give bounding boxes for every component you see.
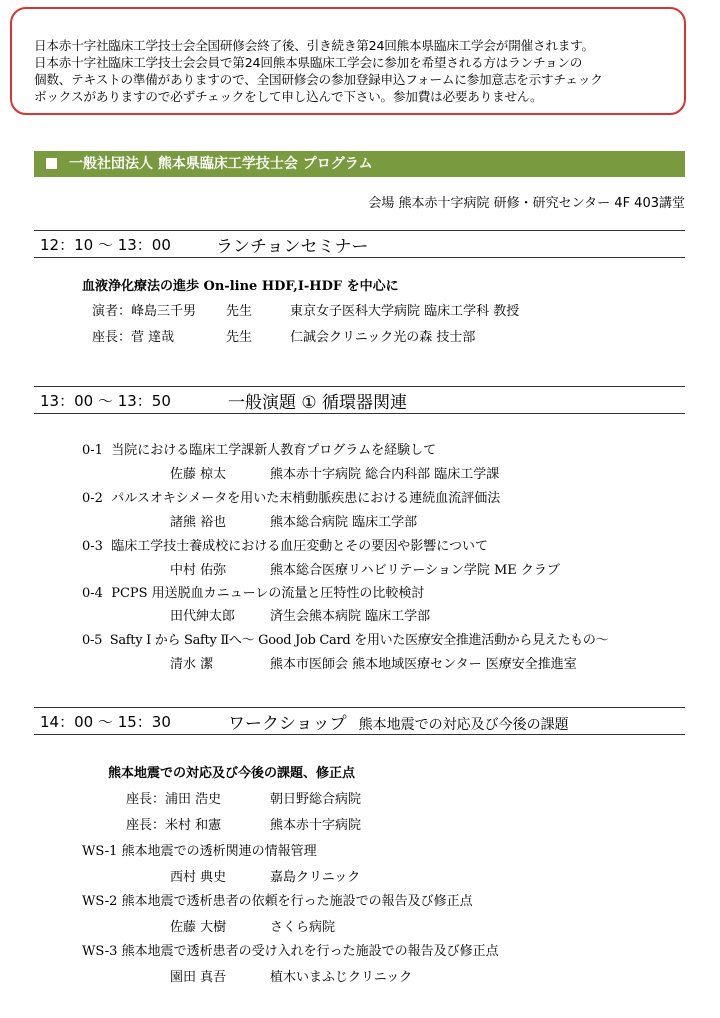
- presenter-affiliation: 嘉島クリニック: [270, 870, 361, 885]
- workshop-item-title: 熊本地震で透析患者の依頼を行った施設での報告及び修正点: [121, 894, 473, 909]
- presentation-title: 臨床工学技士養成校における血圧変動とその要因や影響について: [111, 539, 488, 554]
- presenter-affiliation: さくら病院: [270, 920, 336, 935]
- chair-title: 先生: [226, 330, 253, 345]
- workshop-chair-role: 座長：浦田 浩史: [126, 792, 222, 807]
- notice-box: [10, 7, 686, 115]
- presenter-name: 田代紳太郎: [170, 609, 236, 624]
- presenter-affiliation: 熊本赤十字病院 総合内科部 臨床工学課: [270, 467, 500, 482]
- banner-title: 一般社団法人 熊本県臨床工学技士会 プログラム: [69, 156, 373, 172]
- presentation-title-row: [82, 586, 424, 602]
- presentation-number: 0-2: [82, 491, 103, 506]
- presenter-name: 中村 佑弥: [170, 563, 227, 578]
- workshop-item-number: WS-1: [82, 844, 118, 859]
- workshop-item-title: 熊本地震での透析関連の情報管理: [121, 844, 317, 859]
- presentation-title: 当院における臨床工学課新人教育プログラムを経験して: [111, 443, 437, 458]
- section-header-workshop: [34, 707, 685, 735]
- presenter-name: 佐藤 大樹: [170, 920, 227, 935]
- workshop-chair-role: 座長：米村 和憲: [126, 818, 222, 833]
- presentation-number: 0-1: [82, 443, 103, 458]
- notice-line: 日本赤十字社臨床工学技士会会員で第24回熊本県臨床工学会に参加を希望される方はランチョンの: [34, 55, 583, 70]
- presenter-affiliation: 熊本総合医療リハビリテーション学院 ME クラブ: [270, 563, 560, 578]
- speaker-role: 演者：峰島三千男: [92, 304, 197, 319]
- presenter-name: 清水 潔: [170, 657, 214, 672]
- workshop-chair-affiliation: 朝日野総合病院: [270, 792, 362, 807]
- presenter-name: 西村 典史: [170, 870, 227, 885]
- workshop-title: ワークショップ: [228, 714, 347, 734]
- notice-line: 日本赤十字社臨床工学技士会全国研修会終了後、引き続き第24回熊本県臨床工学会が開催されます。: [34, 38, 594, 53]
- presentation-number: 0-4: [82, 586, 103, 601]
- program-banner: [34, 151, 685, 177]
- presentation-title-row: [82, 443, 436, 459]
- workshop-subtitle: 熊本地震での対応及び今後の課題: [358, 717, 569, 733]
- speaker-title: 先生: [226, 304, 253, 319]
- workshop-chair-affiliation: 熊本赤十字病院: [270, 818, 362, 833]
- presenter-name: 園田 真吾: [170, 970, 227, 985]
- presentation-title: パルスオキシメータを用いた末梢動脈疾患における連続血流評価法: [111, 491, 501, 506]
- workshop-item-number: WS-2: [82, 894, 118, 909]
- section-time: 12：10 〜 13：00: [40, 236, 171, 254]
- presentation-title-row: [82, 633, 608, 649]
- luncheon-topic: 血液浄化療法の進歩 On-line HDF,I-HDF を中心に: [82, 279, 399, 294]
- section-header-general: [34, 386, 685, 414]
- presentation-title-row: [82, 539, 488, 555]
- workshop-item-row: [82, 844, 317, 860]
- workshop-item-row: [82, 894, 473, 910]
- venue-text: 会場 熊本赤十字病院 研修・研究センター 4F 403講堂: [368, 196, 685, 211]
- presenter-name: 佐藤 椋太: [170, 467, 227, 482]
- presentation-title: PCPS 用送脱血カニューレの流量と圧特性の比較検討: [111, 586, 425, 601]
- chair-affiliation: 仁誠会クリニック光の森 技士部: [290, 330, 476, 345]
- presentation-title-row: [82, 491, 500, 507]
- section-time: 14：00 〜 15：30: [40, 713, 171, 731]
- chair-role: 座長：菅 達哉: [92, 330, 175, 345]
- speaker-affiliation: 東京女子医科大学病院 臨床工学科 教授: [290, 304, 520, 319]
- presentation-number: 0-3: [82, 539, 103, 554]
- presenter-affiliation: 熊本市医師会 熊本地域医療センター 医療安全推進室: [270, 657, 577, 672]
- workshop-item-row: [82, 944, 499, 960]
- presenter-affiliation: 植木いまふじクリニック: [270, 970, 413, 985]
- section-time: 13：00 〜 13：50: [40, 392, 171, 410]
- notice-line: 個数、テキストの準備がありますので、全国研修会の参加登録申込フォームに参加意志を示すチェック: [34, 72, 603, 87]
- presentation-title: Safty I から Safty Ⅱへ〜 Good Job Card を用いた医療安全推進活動から見えたもの〜: [109, 633, 609, 648]
- section-title: 一般演題 ① 循環器関連: [228, 393, 408, 413]
- section-header-luncheon: [34, 230, 685, 258]
- presenter-name: 諸熊 裕也: [170, 515, 227, 530]
- workshop-topic: 熊本地震での対応及び今後の課題、修正点: [108, 766, 356, 781]
- notice-line: ボックスがありますので必ずチェックをして申し込んで下さい。参加費は必要ありません。: [34, 89, 543, 104]
- presentation-number: 0-5: [82, 633, 103, 648]
- workshop-item-number: WS-3: [82, 944, 118, 959]
- presenter-affiliation: 熊本総合病院 臨床工学部: [270, 515, 418, 530]
- presenter-affiliation: 済生会熊本病院 臨床工学部: [270, 609, 431, 624]
- section-title: ランチョンセミナー: [216, 237, 369, 257]
- workshop-item-title: 熊本地震で透析患者の受け入れを行った施設での報告及び修正点: [121, 944, 499, 959]
- section-title: [228, 709, 569, 734]
- square-bullet-icon: [46, 158, 57, 169]
